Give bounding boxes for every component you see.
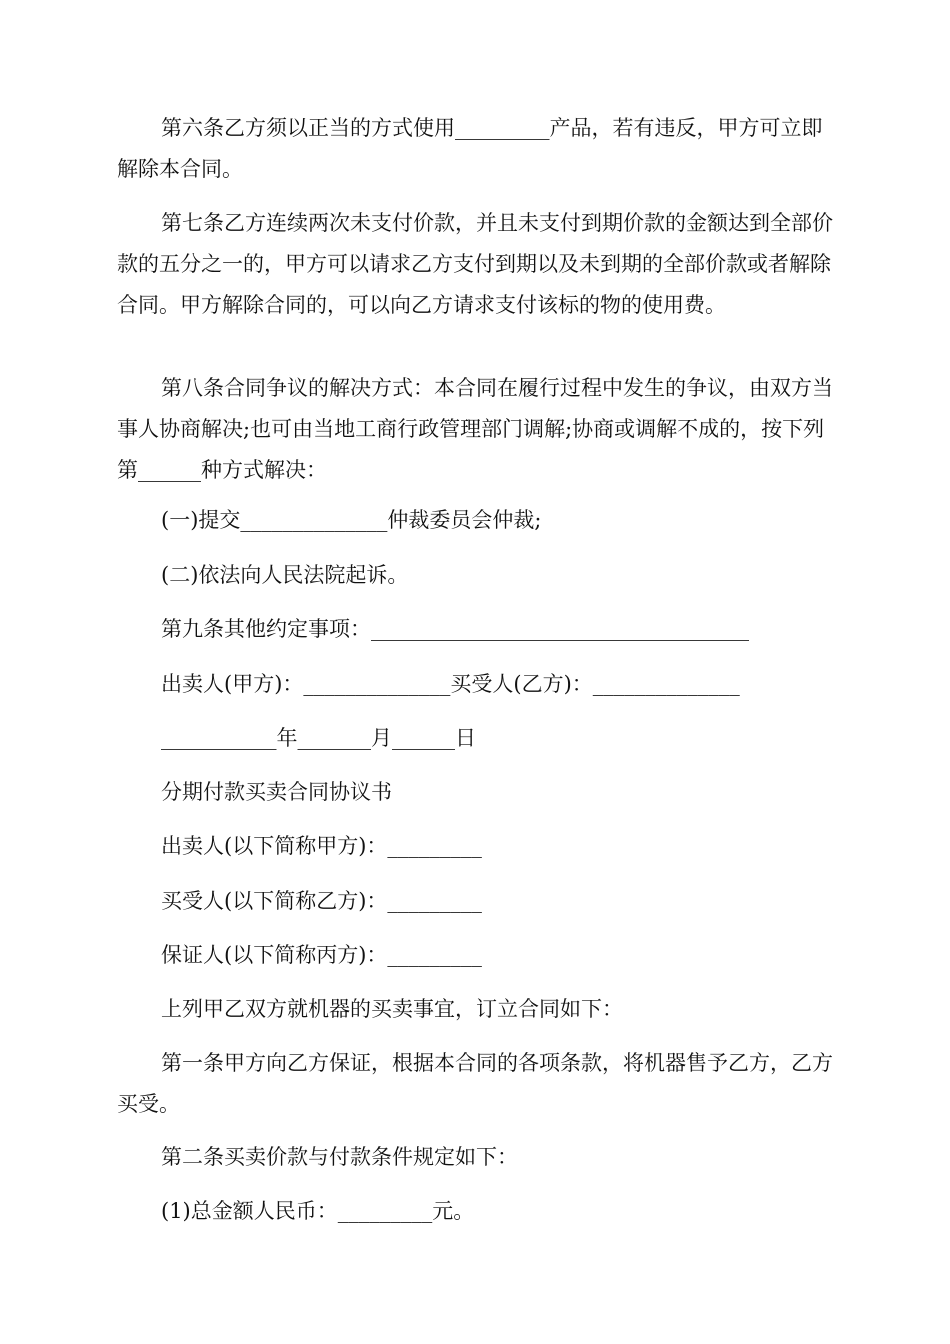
article-6-paragraph: 第六条乙方须以正当的方式使用_________产品，若有违反，甲方可立即解除本合同。 xyxy=(117,116,823,181)
article-9-line: 第九条其他约定事项：____________________________________ xyxy=(161,617,749,641)
article-7-paragraph: 第七条乙方连续两次未支付价款，并且未支付到期价款的金额达到全部价款的五分之一的，甲方可以请求乙方支付到期以及未到期的全部价款或者解除合同。甲方解除合同的，可以向乙方请求支付该标的物的使用费。 xyxy=(117,211,833,317)
intro-line: 上列甲乙双方就机器的买卖事宜，订立合同如下： xyxy=(161,997,623,1021)
article-2-line: 第二条买卖价款与付款条件规定如下： xyxy=(161,1145,518,1169)
signature-parties-line: 出卖人(甲方)：______________买受人(乙方)：______________ xyxy=(161,672,740,696)
buyer-line: 买受人(以下简称乙方)：_________ xyxy=(161,889,482,913)
agreement-title: 分期付款买卖合同协议书 xyxy=(161,780,392,804)
guarantor-line: 保证人(以下简称丙方)：_________ xyxy=(161,943,482,967)
article-8-paragraph: 第八条合同争议的解决方式：本合同在履行过程中发生的争议，由双方当事人协商解决;也可由当地工商行政管理部门调解;协商或调解不成的，按下列第______种方式解决： xyxy=(117,376,833,482)
date-line: ___________年_______月______日 xyxy=(161,726,476,750)
arbitration-option: (一)提交______________仲裁委员会仲裁; xyxy=(161,508,542,532)
seller-line: 出卖人(以下简称甲方)：_________ xyxy=(161,834,482,858)
court-option: (二)依法向人民法院起诉。 xyxy=(161,563,409,587)
total-amount-line: (1)总金额人民币：_________元。 xyxy=(161,1199,475,1223)
article-1-paragraph: 第一条甲方向乙方保证，根据本合同的各项条款，将机器售予乙方，乙方买受。 xyxy=(117,1051,833,1116)
